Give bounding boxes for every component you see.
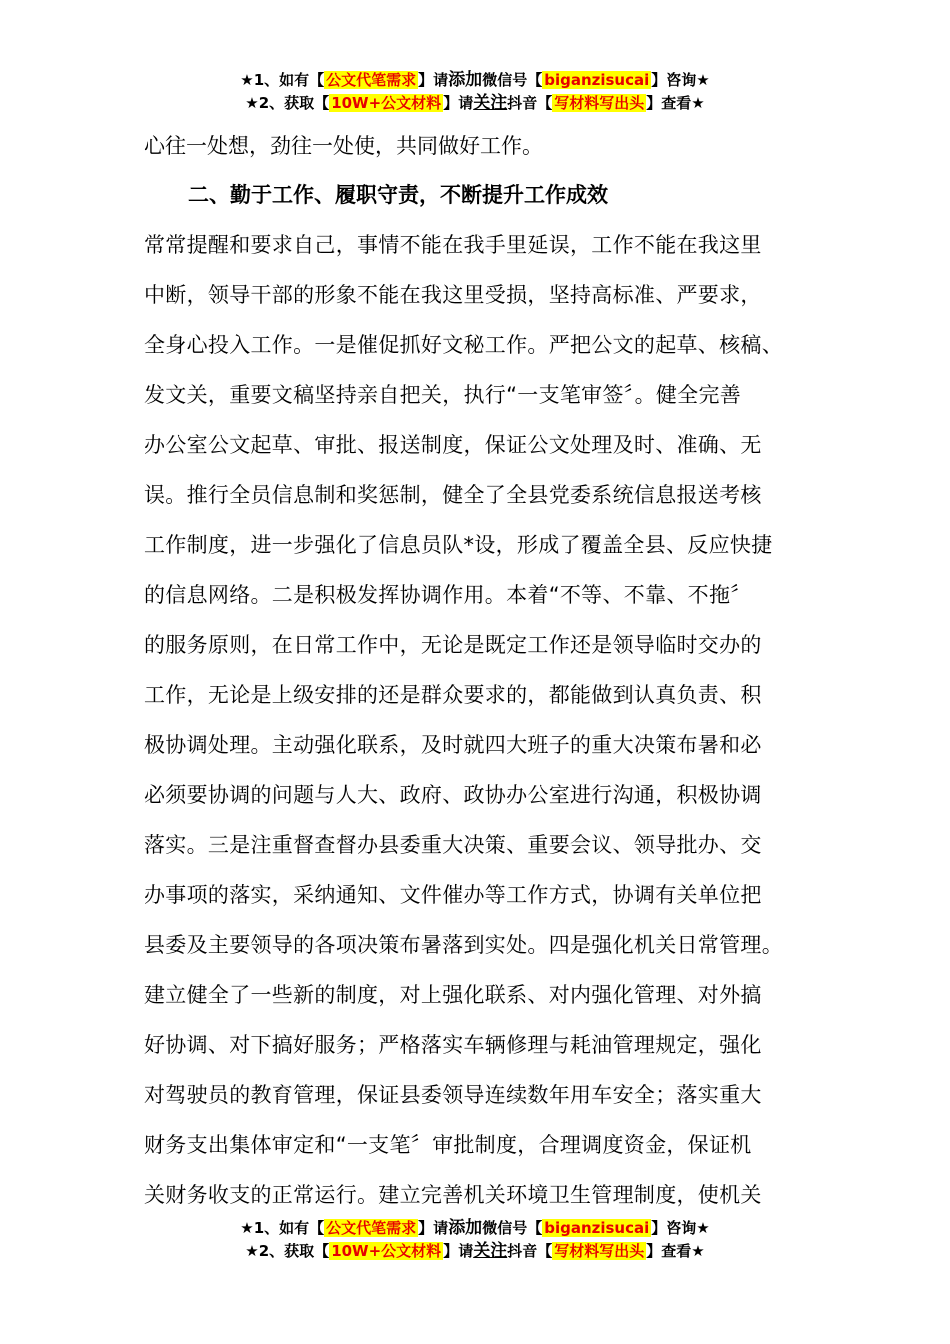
banner-text: ★1、如有【	[240, 1219, 325, 1237]
banner-text: 】请	[443, 1242, 474, 1260]
banner-emphasis: 添加	[448, 70, 483, 90]
banner-text: 微信号【	[482, 71, 543, 89]
banner-text: 微信号【	[482, 1219, 543, 1237]
text-line: 的服务原则，在日常工作中，无论是既定工作还是领导临时交办的	[144, 633, 762, 657]
banner-text: ★2、获取【	[245, 1242, 330, 1260]
text-line: 工作，无论是上级安排的还是群众要求的，都能做到认真负责、积	[144, 683, 762, 707]
header-banner	[0, 69, 950, 115]
banner-text: 】请	[418, 71, 449, 89]
text-line: 办公室公文起草、审批、报送制度，保证公文处理及时、准确、无	[144, 433, 762, 457]
text-line: 县委及主要领导的各项决策布暑落到实处。四是强化机关日常管理。	[144, 933, 783, 957]
paragraph-continuation: 心往一处想，劲往一处使，共同做好工作。	[144, 134, 543, 158]
banner-text: 抖音【	[507, 94, 553, 112]
banner-highlight: biganzisucai	[544, 71, 650, 89]
banner-text: ★2、获取【	[245, 94, 330, 112]
banner-emphasis: 关注	[473, 93, 508, 113]
text-line: 必须要协调的问题与人大、政府、政协办公室进行沟通，积极协调	[144, 783, 762, 807]
text-line: 财务支出集体审定和“一支笔〞审批制度，合理调度资金，保证机	[144, 1133, 752, 1157]
banner-highlight: 写材料写出头	[554, 1242, 645, 1260]
banner-text: ★1、如有【	[240, 71, 325, 89]
text-line: 工作制度，进一步强化了信息员队*设，形成了覆盖全县、反应快捷	[144, 533, 773, 557]
body-paragraph	[144, 220, 824, 1220]
banner-highlight: 写材料写出头	[554, 94, 645, 112]
banner-text: 】查看★	[646, 1242, 705, 1260]
text-line: 建立健全了一些新的制度，对上强化联系、对内强化管理、对外搞	[144, 983, 762, 1007]
banner-text: 抖音【	[507, 1242, 553, 1260]
banner-highlight: 10W+公文材料	[331, 94, 442, 112]
footer-banner	[0, 1217, 950, 1263]
text-line: 误。推行全员信息制和奖惩制，健全了全县党委系统信息报送考核	[144, 483, 762, 507]
banner-text: 】请	[418, 1219, 449, 1237]
text-line: 全身心投入工作。一是催促抓好文秘工作。严把公文的起草、核稿、	[144, 333, 783, 357]
text-line: 的信息网络。二是积极发挥协调作用。本着“不等、不靠、不拖〞	[144, 583, 752, 607]
text-line: 办事项的落实，采纳通知、文件催办等工作方式，协调有关单位把	[144, 883, 762, 907]
banner-line-1	[0, 1217, 950, 1240]
banner-line-1	[0, 69, 950, 92]
banner-highlight: biganzisucai	[544, 1219, 650, 1237]
banner-text: 】咨询★	[651, 1219, 710, 1237]
section-heading: 二、勤于工作、履职守责，不断提升工作成效	[188, 183, 608, 207]
banner-highlight: 公文代笔需求	[326, 71, 417, 89]
text-line: 极协调处理。主动强化联系，及时就四大班子的重大决策布暑和必	[144, 733, 762, 757]
text-line: 落实。三是注重督查督办县委重大决策、重要会议、领导批办、交	[144, 833, 762, 857]
banner-text: 】查看★	[646, 94, 705, 112]
text-line: 发文关，重要文稿坚持亲自把关，执行“一支笔审签〞。健全完善	[144, 383, 742, 407]
text-line: 中断，领导干部的形象不能在我这里受损，坚持高标准、严要求，	[144, 283, 762, 307]
banner-highlight: 10W+公文材料	[331, 1242, 442, 1260]
text-line: 常常提醒和要求自己，事情不能在我手里延误，工作不能在我这里	[144, 233, 762, 257]
text-line: 对驾驶员的教育管理，保证县委领导连续数年用车安全；落实重大	[144, 1083, 762, 1107]
text-line: 好协调、对下搞好服务；严格落实车辆修理与耗油管理规定，强化	[144, 1033, 762, 1057]
text-line: 关财务收支的正常运行。建立完善机关环境卫生管理制度，使机关	[144, 1183, 762, 1207]
banner-line-2	[0, 92, 950, 115]
banner-emphasis: 添加	[448, 1218, 483, 1238]
banner-highlight: 公文代笔需求	[326, 1219, 417, 1237]
banner-emphasis: 关注	[473, 1241, 508, 1261]
banner-text: 】咨询★	[651, 71, 710, 89]
banner-line-2	[0, 1240, 950, 1263]
banner-text: 】请	[443, 94, 474, 112]
